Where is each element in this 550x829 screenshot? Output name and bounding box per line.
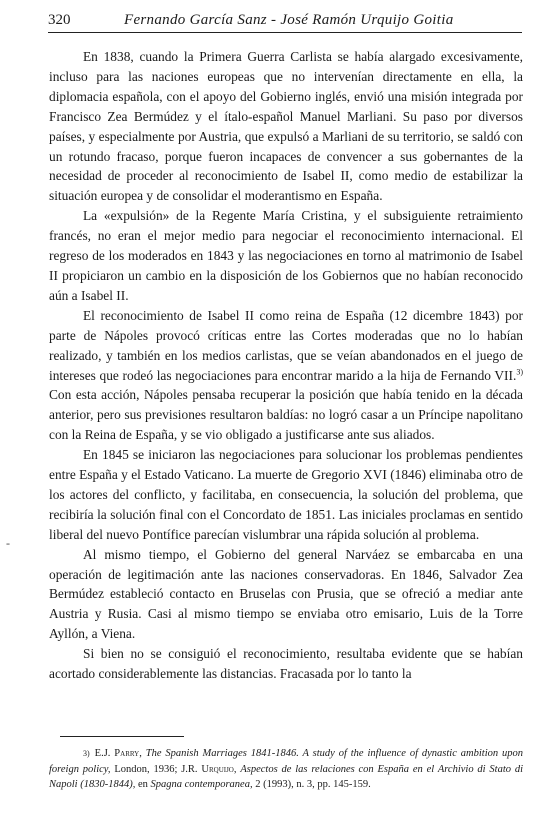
running-title: Fernando García Sanz - José Ramón Urquijo Goitia — [124, 12, 454, 28]
footnote — [49, 746, 523, 793]
body-text — [49, 47, 523, 684]
margin-mark: - — [6, 536, 10, 550]
footnote-author-1: E.J. Parry, — [94, 748, 142, 759]
paragraph-6: Si bien no se consiguió el reconocimiento, resultaba evidente que se habían acortado considerablemente las distancias. Fracasada por lo tanto la — [49, 646, 523, 682]
paragraph-3 — [49, 306, 523, 445]
footnote-imprint-2: 2 (1993), n. 3, pp. 145-159. — [252, 779, 371, 790]
footnote-title-2: Aspectos de las relaciones con España en el Archivio di Stato di Napoli (1830-1844), — [49, 763, 524, 790]
footnote-divider — [60, 736, 184, 737]
footnote-author-2: J.R. Urquijo, — [181, 763, 237, 775]
footnote-imprint-1: London, 1936; — [114, 763, 182, 775]
paragraph-5: Al mismo tiempo, el Gobierno del general Narváez se embarcaba en una operación de legitimación ante las naciones conservadoras. En 1846, Salvador Zea Bermúdez estableció contacto en Bruselas con Prusia, que se ofreció a mediar ante Austria y Rusia. Casi al mismo tiempo se enviaba otro emisario, Luis de la Torre Ayllón, a Viena. — [49, 546, 523, 642]
footnote-journal: Spagna contemporanea, — [150, 779, 253, 790]
paragraph-3-text-before: El reconocimiento de Isabel II como reina de España (12 dicembre 1843) por parte de Nápoles provocó críticas entre las Cortes moderadas que no lo habían realizado, y también en los medios carlistas, que se veían abandonados en el juego de intereses que rodeó las negociaciones para encontrar marido a la hija de Fernando VII. — [49, 307, 523, 383]
paragraph-3-text-after: Con esta acción, Nápoles pensaba recuperar la posición que había tenido en la década anterior, pero sus previsiones resultaron baldías: no logró casar a un Príncipe napolitano con la Reina de España, y se vio obligado a justificarse ante sus aliados. — [49, 387, 523, 443]
paragraph-2: La «expulsión» de la Regente María Cristina, y el subsiguiente retraimiento francés, no eran el mejor medio para negociar el reconocimiento internacional. El regreso de los moderados en 1843 y las negociaciones en torno al matrimonio de Isabel II propiciaron un cambio en la disposición de los Gobiernos que no habían reconocido aún a Isabel II. — [49, 208, 523, 303]
paragraph-1: En 1838, cuando la Primera Guerra Carlista se había alargado excesivamente, incluso para las naciones europeas que no intervenían directamente en ella, la diplomacia española, con el apoyo del Gobierno inglés, envió una misión integrada por Francisco Zea Bermúdez y el ítalo-español Manuel Marliani. Su paso por diversos países, y especialmente por Austria, que expulsó a Marliani de su territorio, se saldó con un rotundo fracaso, porque fueron incapaces de convencer a sus gobernantes de la necesidad de proceder al reconocimiento de Isabel II, como medio de estabilizar la situación europea y de consolidar el moderantismo en España. — [49, 49, 523, 204]
footnote-reference: 3) — [516, 367, 523, 377]
running-header — [48, 10, 522, 33]
footnote-mark: 3) — [83, 749, 90, 758]
footnote-in-label: en — [135, 779, 151, 790]
footnote-title-1: The Spanish Marriages 1841-1846. A study of the influence of dynastic ambition upon foreign policy, — [49, 748, 523, 775]
page-number: 320 — [48, 12, 71, 28]
paragraph-4: En 1845 se iniciaron las negociaciones para solucionar los problemas pendientes entre España y el Estado Vaticano. La muerte de Gregorio XVI (1846) eliminaba otro de los actores del conflicto, y facilitaba, en consecuencia, la solución del problema, que recibiría la solución final con el Concordato de 1851. Las iniciales proclamas en sentido liberal del nuevo Pontífice parecían vislumbrar una rápida solución al problema. — [49, 447, 523, 542]
